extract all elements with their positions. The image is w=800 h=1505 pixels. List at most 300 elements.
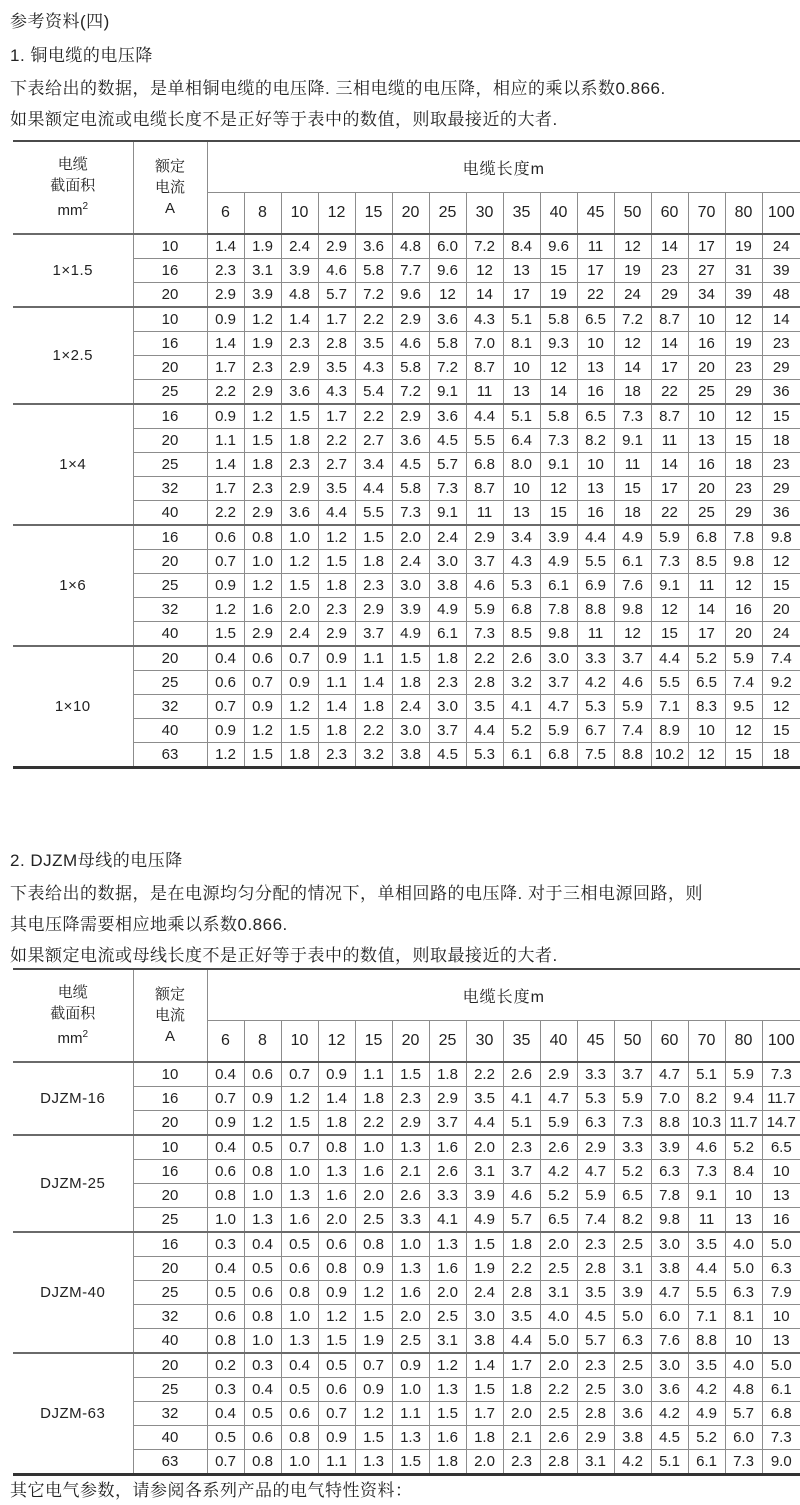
table-row — [13, 1135, 800, 1160]
voltage-drop-value-cell: 1.0 — [244, 550, 281, 574]
voltage-drop-value-cell: 1.2 — [207, 743, 244, 768]
voltage-drop-value-cell: 0.9 — [355, 1257, 392, 1281]
voltage-drop-value-cell: 8.7 — [466, 477, 503, 501]
voltage-drop-value-cell: 3.9 — [466, 1184, 503, 1208]
voltage-drop-value-cell: 10 — [688, 404, 725, 429]
voltage-drop-value-cell: 3.3 — [429, 1184, 466, 1208]
header-length-value: 20 — [392, 1021, 429, 1063]
header-length-value: 80 — [725, 193, 762, 235]
voltage-drop-value-cell: 18 — [762, 429, 800, 453]
voltage-drop-value-cell: 6.8 — [466, 453, 503, 477]
voltage-drop-value-cell: 11 — [577, 234, 614, 259]
voltage-drop-value-cell: 13 — [503, 501, 540, 526]
voltage-drop-value-cell: 29 — [762, 356, 800, 380]
voltage-drop-value-cell: 8.1 — [503, 332, 540, 356]
table-row — [13, 1353, 800, 1378]
voltage-drop-value-cell: 8.8 — [577, 598, 614, 622]
voltage-drop-value-cell: 6.3 — [577, 1111, 614, 1136]
voltage-drop-value-cell: 6.8 — [688, 525, 725, 550]
voltage-drop-value-cell: 7.2 — [429, 356, 466, 380]
header-length-value: 40 — [540, 193, 577, 235]
voltage-drop-value-cell: 2.3 — [503, 1450, 540, 1475]
voltage-drop-value-cell: 5.3 — [466, 743, 503, 768]
voltage-drop-value-cell: 7.2 — [392, 380, 429, 405]
voltage-drop-value-cell: 5.9 — [466, 598, 503, 622]
voltage-drop-value-cell: 8.9 — [651, 719, 688, 743]
voltage-drop-value-cell: 2.9 — [429, 1087, 466, 1111]
voltage-drop-value-cell: 17 — [651, 356, 688, 380]
voltage-drop-value-cell: 2.9 — [392, 307, 429, 332]
footer-note: 其它电气参数，请参阅各系列产品的电气特性资料： — [10, 1481, 413, 1500]
voltage-drop-value-cell: 3.6 — [429, 404, 466, 429]
voltage-drop-value-cell: 48 — [762, 283, 800, 308]
voltage-drop-value-cell: 1.8 — [392, 671, 429, 695]
voltage-drop-value-cell: 13 — [725, 1208, 762, 1233]
voltage-drop-value-cell: 1.8 — [503, 1378, 540, 1402]
voltage-drop-value-cell: 6.5 — [762, 1135, 800, 1160]
voltage-drop-value-cell: 7.0 — [466, 332, 503, 356]
table-row — [13, 307, 800, 332]
voltage-drop-value-cell: 23 — [762, 453, 800, 477]
header-length-value: 12 — [318, 193, 355, 235]
voltage-drop-value-cell: 1.4 — [318, 695, 355, 719]
voltage-drop-value-cell: 16 — [577, 501, 614, 526]
voltage-drop-value-cell: 5.3 — [577, 695, 614, 719]
voltage-drop-value-cell: 8.5 — [503, 622, 540, 647]
rated-current-cell: 20 — [133, 1111, 207, 1136]
voltage-drop-value-cell: 1.2 — [244, 719, 281, 743]
voltage-drop-value-cell: 2.2 — [503, 1257, 540, 1281]
voltage-drop-value-cell: 3.8 — [429, 574, 466, 598]
voltage-drop-value-cell: 2.9 — [577, 1135, 614, 1160]
voltage-drop-value-cell: 29 — [725, 501, 762, 526]
voltage-drop-value-cell: 9.4 — [725, 1087, 762, 1111]
rated-current-cell: 32 — [133, 1402, 207, 1426]
rated-current-cell: 16 — [133, 1087, 207, 1111]
voltage-drop-value-cell: 3.1 — [429, 1329, 466, 1354]
voltage-drop-value-cell: 0.4 — [207, 1257, 244, 1281]
voltage-drop-value-cell: 0.4 — [207, 1402, 244, 1426]
header-length-value: 45 — [577, 1021, 614, 1063]
djzm-busbar-voltage-drop-table — [13, 968, 800, 1476]
voltage-drop-value-cell: 2.9 — [318, 622, 355, 647]
voltage-drop-value-cell: 12 — [540, 477, 577, 501]
voltage-drop-value-cell: 0.6 — [207, 1160, 244, 1184]
header-length-value: 60 — [651, 1021, 688, 1063]
voltage-drop-value-cell: 1.9 — [466, 1257, 503, 1281]
rated-current-cell: 10 — [133, 307, 207, 332]
section2-paragraph — [10, 878, 703, 971]
voltage-drop-value-cell: 5.0 — [762, 1353, 800, 1378]
voltage-drop-value-cell: 6.0 — [725, 1426, 762, 1450]
voltage-drop-value-cell: 12 — [429, 283, 466, 308]
voltage-drop-value-cell: 10 — [762, 1160, 800, 1184]
voltage-drop-value-cell: 5.3 — [503, 574, 540, 598]
voltage-drop-value-cell: 0.5 — [244, 1135, 281, 1160]
voltage-drop-value-cell: 2.0 — [540, 1232, 577, 1257]
voltage-drop-value-cell: 22 — [651, 380, 688, 405]
voltage-drop-value-cell: 6.0 — [651, 1305, 688, 1329]
voltage-drop-value-cell: 4.2 — [614, 1450, 651, 1475]
voltage-drop-value-cell: 6.4 — [503, 429, 540, 453]
voltage-drop-value-cell: 2.6 — [503, 1062, 540, 1087]
voltage-drop-value-cell: 1.0 — [392, 1232, 429, 1257]
voltage-drop-value-cell: 2.8 — [577, 1257, 614, 1281]
voltage-drop-value-cell: 8.7 — [651, 404, 688, 429]
voltage-drop-value-cell: 7.3 — [392, 501, 429, 526]
voltage-drop-value-cell: 7.3 — [429, 477, 466, 501]
voltage-drop-value-cell: 7.4 — [577, 1208, 614, 1233]
voltage-drop-value-cell: 4.9 — [614, 525, 651, 550]
voltage-drop-value-cell: 4.3 — [355, 356, 392, 380]
voltage-drop-value-cell: 2.4 — [392, 550, 429, 574]
voltage-drop-value-cell: 0.7 — [207, 550, 244, 574]
header-length-value: 30 — [466, 1021, 503, 1063]
voltage-drop-value-cell: 3.7 — [540, 671, 577, 695]
voltage-drop-value-cell: 1.7 — [207, 356, 244, 380]
voltage-drop-value-cell: 1.0 — [281, 1450, 318, 1475]
section-cell: DJZM-63 — [13, 1353, 133, 1475]
voltage-drop-value-cell: 1.5 — [466, 1232, 503, 1257]
rated-current-cell: 16 — [133, 332, 207, 356]
voltage-drop-value-cell: 6.9 — [577, 574, 614, 598]
voltage-drop-value-cell: 0.6 — [244, 1426, 281, 1450]
voltage-drop-value-cell: 3.6 — [281, 380, 318, 405]
voltage-drop-value-cell: 6.1 — [614, 550, 651, 574]
rated-current-cell: 16 — [133, 525, 207, 550]
voltage-drop-value-cell: 2.9 — [281, 477, 318, 501]
voltage-drop-value-cell: 1.5 — [318, 550, 355, 574]
voltage-drop-value-cell: 5.7 — [577, 1329, 614, 1354]
voltage-drop-value-cell: 1.4 — [281, 307, 318, 332]
header-length-value: 15 — [355, 1021, 392, 1063]
voltage-drop-value-cell: 24 — [762, 234, 800, 259]
voltage-drop-value-cell: 3.2 — [503, 671, 540, 695]
voltage-drop-value-cell: 0.8 — [244, 525, 281, 550]
voltage-drop-value-cell: 6.5 — [577, 307, 614, 332]
header-cable-length: 电缆长度m — [207, 969, 800, 1021]
voltage-drop-value-cell: 4.2 — [577, 671, 614, 695]
voltage-drop-value-cell: 20 — [762, 598, 800, 622]
paragraph-line: 如果额定电流或电缆长度不是正好等于表中的数值，则取最接近的大者. — [10, 110, 558, 129]
voltage-drop-value-cell: 3.5 — [318, 477, 355, 501]
voltage-drop-value-cell: 15 — [725, 429, 762, 453]
voltage-drop-value-cell: 4.7 — [651, 1062, 688, 1087]
voltage-drop-value-cell: 2.0 — [466, 1450, 503, 1475]
voltage-drop-value-cell: 5.9 — [540, 719, 577, 743]
voltage-drop-value-cell: 5.9 — [651, 525, 688, 550]
header-rated-current: 额定 电流 A — [133, 141, 207, 234]
voltage-drop-value-cell: 17 — [688, 234, 725, 259]
section2-heading: 2. DJZM母线的电压降 — [10, 851, 183, 870]
voltage-drop-value-cell: 1.4 — [466, 1353, 503, 1378]
voltage-drop-value-cell: 13 — [762, 1329, 800, 1354]
voltage-drop-value-cell: 5.8 — [540, 307, 577, 332]
voltage-drop-value-cell: 5.0 — [725, 1257, 762, 1281]
voltage-drop-value-cell: 5.7 — [318, 283, 355, 308]
voltage-drop-value-cell: 0.7 — [207, 695, 244, 719]
voltage-drop-value-cell: 7.1 — [688, 1305, 725, 1329]
voltage-drop-value-cell: 5.2 — [540, 1184, 577, 1208]
voltage-drop-value-cell: 12 — [614, 622, 651, 647]
voltage-drop-value-cell: 1.3 — [392, 1257, 429, 1281]
voltage-drop-value-cell: 4.8 — [281, 283, 318, 308]
voltage-drop-value-cell: 1.3 — [318, 1160, 355, 1184]
voltage-drop-value-cell: 3.7 — [429, 1111, 466, 1136]
voltage-drop-value-cell: 0.7 — [207, 1450, 244, 1475]
voltage-drop-value-cell: 5.5 — [688, 1281, 725, 1305]
voltage-drop-value-cell: 1.7 — [318, 307, 355, 332]
voltage-drop-value-cell: 5.2 — [688, 646, 725, 671]
voltage-drop-value-cell: 7.2 — [355, 283, 392, 308]
voltage-drop-value-cell: 9.0 — [762, 1450, 800, 1475]
voltage-drop-value-cell: 1.8 — [429, 1062, 466, 1087]
voltage-drop-value-cell: 0.8 — [281, 1426, 318, 1450]
voltage-drop-value-cell: 15 — [762, 574, 800, 598]
voltage-drop-value-cell: 9.6 — [540, 234, 577, 259]
voltage-drop-value-cell: 6.1 — [540, 574, 577, 598]
rated-current-cell: 32 — [133, 598, 207, 622]
voltage-drop-value-cell: 1.5 — [207, 622, 244, 647]
voltage-drop-value-cell: 2.0 — [466, 1135, 503, 1160]
voltage-drop-value-cell: 3.7 — [429, 719, 466, 743]
voltage-drop-value-cell: 0.4 — [244, 1378, 281, 1402]
voltage-drop-value-cell: 14 — [688, 598, 725, 622]
voltage-drop-value-cell: 4.4 — [318, 501, 355, 526]
voltage-drop-value-cell: 19 — [725, 234, 762, 259]
voltage-drop-value-cell: 3.7 — [466, 550, 503, 574]
voltage-drop-value-cell: 2.5 — [355, 1208, 392, 1233]
header-length-value: 6 — [207, 1021, 244, 1063]
voltage-drop-value-cell: 3.0 — [429, 695, 466, 719]
rated-current-cell: 10 — [133, 1062, 207, 1087]
voltage-drop-value-cell: 2.9 — [207, 283, 244, 308]
voltage-drop-value-cell: 1.5 — [281, 404, 318, 429]
voltage-drop-value-cell: 2.5 — [614, 1353, 651, 1378]
voltage-drop-value-cell: 3.5 — [355, 332, 392, 356]
voltage-drop-value-cell: 2.2 — [207, 380, 244, 405]
section-cell: 1×1.5 — [13, 234, 133, 307]
voltage-drop-value-cell: 13 — [503, 259, 540, 283]
rated-current-cell: 25 — [133, 574, 207, 598]
voltage-drop-value-cell: 2.9 — [318, 234, 355, 259]
voltage-drop-value-cell: 5.1 — [503, 404, 540, 429]
section1-paragraph — [10, 73, 666, 135]
voltage-drop-value-cell: 4.5 — [651, 1426, 688, 1450]
voltage-drop-value-cell: 16 — [577, 380, 614, 405]
voltage-drop-value-cell: 2.0 — [355, 1184, 392, 1208]
voltage-drop-value-cell: 9.8 — [540, 622, 577, 647]
voltage-drop-value-cell: 36 — [762, 380, 800, 405]
voltage-drop-value-cell: 4.6 — [614, 671, 651, 695]
voltage-drop-value-cell: 3.5 — [577, 1281, 614, 1305]
voltage-drop-value-cell: 2.4 — [392, 695, 429, 719]
voltage-drop-value-cell: 1.8 — [318, 574, 355, 598]
voltage-drop-value-cell: 2.8 — [503, 1281, 540, 1305]
voltage-drop-value-cell: 0.7 — [281, 1135, 318, 1160]
voltage-drop-value-cell: 9.8 — [651, 1208, 688, 1233]
voltage-drop-value-cell: 12 — [688, 743, 725, 768]
voltage-drop-value-cell: 1.6 — [429, 1135, 466, 1160]
voltage-drop-value-cell: 8.8 — [651, 1111, 688, 1136]
voltage-drop-value-cell: 7.9 — [762, 1281, 800, 1305]
voltage-drop-value-cell: 4.3 — [318, 380, 355, 405]
paragraph-line: 下表给出的数据，是单相铜电缆的电压降. 三相电缆的电压降，相应的乘以系数0.866. — [10, 79, 666, 98]
voltage-drop-value-cell: 3.3 — [392, 1208, 429, 1233]
voltage-drop-value-cell: 7.3 — [688, 1160, 725, 1184]
voltage-drop-value-cell: 4.0 — [725, 1353, 762, 1378]
voltage-drop-value-cell: 0.9 — [281, 671, 318, 695]
voltage-drop-value-cell: 14 — [540, 380, 577, 405]
voltage-drop-value-cell: 23 — [762, 332, 800, 356]
voltage-drop-value-cell: 2.9 — [392, 404, 429, 429]
voltage-drop-value-cell: 3.7 — [614, 1062, 651, 1087]
voltage-drop-value-cell: 9.2 — [762, 671, 800, 695]
voltage-drop-value-cell: 12 — [540, 356, 577, 380]
header-length-value: 25 — [429, 193, 466, 235]
voltage-drop-value-cell: 0.8 — [207, 1184, 244, 1208]
voltage-drop-value-cell: 3.0 — [651, 1232, 688, 1257]
voltage-drop-value-cell: 2.8 — [577, 1402, 614, 1426]
voltage-drop-value-cell: 3.0 — [540, 646, 577, 671]
copper-cable-voltage-drop-table — [13, 140, 800, 769]
voltage-drop-value-cell: 15 — [614, 477, 651, 501]
voltage-drop-value-cell: 1.4 — [207, 332, 244, 356]
section-cell: 1×10 — [13, 646, 133, 768]
voltage-drop-value-cell: 4.3 — [466, 307, 503, 332]
voltage-drop-value-cell: 12 — [725, 574, 762, 598]
voltage-drop-value-cell: 14 — [651, 234, 688, 259]
voltage-drop-value-cell: 1.3 — [355, 1450, 392, 1475]
voltage-drop-value-cell: 0.9 — [207, 719, 244, 743]
voltage-drop-value-cell: 9.1 — [651, 574, 688, 598]
voltage-drop-value-cell: 7.5 — [577, 743, 614, 768]
voltage-drop-value-cell: 0.2 — [207, 1353, 244, 1378]
voltage-drop-value-cell: 15 — [762, 719, 800, 743]
voltage-drop-value-cell: 1.7 — [207, 477, 244, 501]
header-length-value: 40 — [540, 1021, 577, 1063]
voltage-drop-value-cell: 0.7 — [355, 1353, 392, 1378]
voltage-drop-value-cell: 2.3 — [503, 1135, 540, 1160]
voltage-drop-value-cell: 2.2 — [355, 719, 392, 743]
voltage-drop-value-cell: 25 — [688, 501, 725, 526]
voltage-drop-value-cell: 1.8 — [355, 695, 392, 719]
voltage-drop-value-cell: 1.1 — [355, 646, 392, 671]
rated-current-cell: 10 — [133, 234, 207, 259]
voltage-drop-value-cell: 2.4 — [429, 525, 466, 550]
voltage-drop-value-cell: 1.5 — [244, 429, 281, 453]
voltage-drop-value-cell: 4.9 — [392, 622, 429, 647]
voltage-drop-value-cell: 15 — [540, 259, 577, 283]
voltage-drop-value-cell: 2.8 — [318, 332, 355, 356]
voltage-drop-value-cell: 1.4 — [207, 453, 244, 477]
voltage-drop-value-cell: 1.0 — [281, 1160, 318, 1184]
voltage-drop-value-cell: 2.9 — [281, 356, 318, 380]
voltage-drop-value-cell: 2.3 — [281, 332, 318, 356]
voltage-drop-value-cell: 0.3 — [244, 1353, 281, 1378]
header-length-value: 20 — [392, 193, 429, 235]
voltage-drop-value-cell: 0.6 — [244, 1281, 281, 1305]
voltage-drop-value-cell: 1.6 — [429, 1426, 466, 1450]
voltage-drop-value-cell: 2.5 — [540, 1402, 577, 1426]
voltage-drop-value-cell: 1.3 — [392, 1135, 429, 1160]
voltage-drop-value-cell: 0.5 — [318, 1353, 355, 1378]
voltage-drop-value-cell: 0.9 — [244, 1087, 281, 1111]
voltage-drop-value-cell: 3.9 — [540, 525, 577, 550]
voltage-drop-value-cell: 1.2 — [207, 598, 244, 622]
voltage-drop-value-cell: 3.7 — [614, 646, 651, 671]
voltage-drop-value-cell: 1.0 — [244, 1329, 281, 1354]
voltage-drop-value-cell: 2.5 — [392, 1329, 429, 1354]
voltage-drop-value-cell: 5.0 — [540, 1329, 577, 1354]
voltage-drop-value-cell: 1.2 — [281, 550, 318, 574]
voltage-drop-value-cell: 5.7 — [725, 1402, 762, 1426]
voltage-drop-value-cell: 0.9 — [318, 1062, 355, 1087]
voltage-drop-value-cell: 16 — [688, 453, 725, 477]
voltage-drop-value-cell: 1.2 — [244, 404, 281, 429]
rated-current-cell: 16 — [133, 1232, 207, 1257]
voltage-drop-value-cell: 20 — [725, 622, 762, 647]
header-length-value: 70 — [688, 1021, 725, 1063]
voltage-drop-value-cell: 7.4 — [762, 646, 800, 671]
voltage-drop-value-cell: 2.9 — [355, 598, 392, 622]
voltage-drop-value-cell: 3.6 — [614, 1402, 651, 1426]
voltage-drop-value-cell: 4.2 — [688, 1378, 725, 1402]
voltage-drop-value-cell: 3.7 — [355, 622, 392, 647]
voltage-drop-value-cell: 2.9 — [466, 525, 503, 550]
voltage-drop-value-cell: 17 — [651, 477, 688, 501]
voltage-drop-value-cell: 0.6 — [318, 1378, 355, 1402]
voltage-drop-value-cell: 1.2 — [429, 1353, 466, 1378]
voltage-drop-value-cell: 29 — [651, 283, 688, 308]
voltage-drop-value-cell: 3.1 — [466, 1160, 503, 1184]
voltage-drop-value-cell: 0.5 — [207, 1426, 244, 1450]
voltage-drop-value-cell: 12 — [614, 332, 651, 356]
voltage-drop-value-cell: 8.7 — [466, 356, 503, 380]
voltage-drop-value-cell: 1.5 — [281, 719, 318, 743]
voltage-drop-value-cell: 12 — [725, 404, 762, 429]
voltage-drop-value-cell: 9.8 — [762, 525, 800, 550]
header-length-value: 8 — [244, 1021, 281, 1063]
voltage-drop-value-cell: 1.0 — [207, 1208, 244, 1233]
voltage-drop-value-cell: 14 — [466, 283, 503, 308]
voltage-drop-value-cell: 5.0 — [614, 1305, 651, 1329]
voltage-drop-value-cell: 1.5 — [355, 525, 392, 550]
voltage-drop-value-cell: 11 — [466, 380, 503, 405]
rated-current-cell: 40 — [133, 1329, 207, 1354]
voltage-drop-value-cell: 1.1 — [318, 671, 355, 695]
voltage-drop-value-cell: 10 — [762, 1305, 800, 1329]
voltage-drop-value-cell: 1.9 — [244, 234, 281, 259]
voltage-drop-value-cell: 4.4 — [466, 1111, 503, 1136]
voltage-drop-value-cell: 5.4 — [355, 380, 392, 405]
section-cell: 1×4 — [13, 404, 133, 525]
voltage-drop-value-cell: 6.3 — [725, 1281, 762, 1305]
voltage-drop-value-cell: 1.2 — [244, 1111, 281, 1136]
voltage-drop-value-cell: 2.3 — [318, 743, 355, 768]
page-title: 参考资料(四) — [10, 12, 110, 31]
voltage-drop-value-cell: 3.9 — [651, 1135, 688, 1160]
voltage-drop-value-cell: 5.7 — [503, 1208, 540, 1233]
voltage-drop-value-cell: 5.5 — [466, 429, 503, 453]
voltage-drop-value-cell: 2.0 — [503, 1402, 540, 1426]
voltage-drop-value-cell: 2.0 — [429, 1281, 466, 1305]
voltage-drop-value-cell: 2.2 — [207, 501, 244, 526]
voltage-drop-value-cell: 2.6 — [429, 1160, 466, 1184]
voltage-drop-value-cell: 5.8 — [429, 332, 466, 356]
voltage-drop-value-cell: 23 — [725, 356, 762, 380]
voltage-drop-value-cell: 4.6 — [688, 1135, 725, 1160]
